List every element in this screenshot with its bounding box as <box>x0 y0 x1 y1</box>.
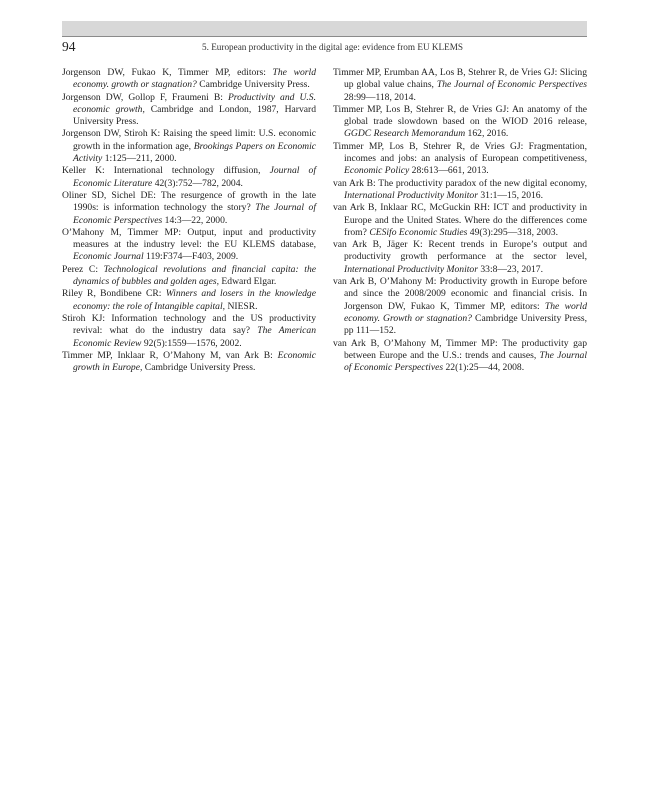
reference-text: Perez C: <box>62 263 104 275</box>
reference-text: van Ark B, Jäger K: Recent trends in Europe’s output and productivity growth performance at the sector level, <box>333 239 587 263</box>
reference-text: 22(1):25—44, 2008. <box>443 362 525 374</box>
reference-source-title: International Productivity Monitor <box>344 263 478 275</box>
reference-text: 28:99—118, 2014. <box>344 91 416 103</box>
reference-source-title: CESifo Economic Studies <box>369 226 468 238</box>
reference-source-title: Economic growth in Europe, <box>73 349 316 374</box>
reference-text: Cambridge University Press. <box>142 362 256 374</box>
reference-text: Cambridge and London, 1987, Harvard University Press. <box>73 103 317 128</box>
reference-text: Jorgenson DW, Gollop F, Fraumeni B: <box>62 91 228 103</box>
reference-entry <box>333 178 587 203</box>
reference-entry <box>62 288 316 313</box>
reference-text: 28:613—661, 2013. <box>409 165 489 177</box>
reference-source-title: GGDC Research Memorandum <box>344 128 466 140</box>
reference-text: van Ark B, O’Mahony M, Timmer MP: The productivity gap between Europe and the U.S.: trends and causes, <box>333 337 587 361</box>
running-head: 5. European productivity in the digital age: evidence from EU KLEMS <box>202 42 464 52</box>
header-rule <box>62 36 587 37</box>
reference-entry <box>62 227 316 264</box>
reference-text: 119:F374—F403, 2009. <box>143 251 239 263</box>
reference-source-title: Brookings Papers on Economic Activity <box>73 140 316 165</box>
reference-text: NIESR. <box>225 300 258 312</box>
reference-entry <box>333 276 587 337</box>
reference-source-title: Winners and losers in the knowledge economy: the role of Intangible capital, <box>73 288 316 312</box>
reference-entry <box>333 239 587 276</box>
reference-text: van Ark B, O’Mahony M: Productivity growth in Europe before and since the 2008/2009 economic and financial crisis. In Jorgenson DW, Fukao K, Timmer MP, editors: <box>333 276 587 312</box>
reference-text: Cambridge University Press, pp 111—152. <box>344 312 587 337</box>
reference-text: O’Mahony M, Timmer MP: Output, input and productivity measures at the industry level: the EU KLEMS database, <box>62 226 316 251</box>
references-column-left <box>62 67 316 374</box>
reference-entry <box>333 104 587 141</box>
reference-text: Timmer MP, Los B, Stehrer R, de Vries GJ: An anatomy of the global trade slowdown based on the WIOD 2016 release, <box>333 103 587 128</box>
reference-entry <box>333 202 587 239</box>
reference-text: Keller K: International technology diffusion, <box>62 165 270 177</box>
reference-text: Timmer MP, Los B, Stehrer R, de Vries GJ: Fragmentation, incomes and jobs: an analysis of European competitiveness, <box>333 140 587 165</box>
reference-text: Oliner SD, Sichel DE: The resurgence of growth in the late 1990s: is information technology the story? <box>62 189 316 214</box>
reference-text: 14:3—22, 2000. <box>162 214 228 226</box>
reference-text: 33:8—23, 2017. <box>477 263 543 275</box>
reference-source-title: Economic Journal <box>73 251 144 263</box>
reference-text: 31:1—15, 2016. <box>477 189 543 201</box>
reference-text: van Ark B, Inklaar RC, McGuckin RH: ICT and productivity in Europe and the United States. Where do the differences come from? <box>333 202 587 238</box>
references-column-right <box>333 67 587 374</box>
reference-source-title: The Journal of Economic Perspectives <box>436 79 587 91</box>
reference-text: Jorgenson DW, Fukao K, Timmer MP, editors: <box>62 67 273 78</box>
reference-source-title: The American Economic Review <box>73 325 316 349</box>
reference-text: van Ark B: The productivity paradox of the new digital economy, <box>333 177 587 189</box>
reference-entry <box>62 264 316 289</box>
page-number: 94 <box>62 39 76 54</box>
reference-text: Timmer MP, Inklaar R, O’Mahony M, van Ark B: <box>62 349 278 361</box>
reference-source-title: Economic Policy <box>344 165 410 177</box>
reference-entry <box>333 67 587 104</box>
reference-text: 92(5):1559—1576, 2002. <box>141 337 242 349</box>
reference-text: Cambridge University Press. <box>196 79 310 91</box>
reference-source-title: Journal of Economic Literature <box>73 165 316 189</box>
reference-source-title: The world economy. growth or stagnation? <box>73 67 316 91</box>
reference-entry <box>62 92 316 129</box>
reference-text: 1:125—211, 2000. <box>102 153 177 165</box>
reference-source-title: The Journal of Economic Perspectives <box>73 202 317 226</box>
reference-entry <box>62 190 316 227</box>
reference-source-title: The world economy. Growth or stagnation? <box>344 300 587 324</box>
reference-text: Riley R, Bondibene CR: <box>62 288 166 300</box>
reference-source-title: Productivity and U.S. economic growth, <box>73 91 316 115</box>
reference-entry <box>62 350 316 375</box>
reference-entry <box>62 313 316 350</box>
reference-text: 162, 2016. <box>465 128 509 140</box>
reference-text: Stiroh KJ: Information technology and the US productivity revival: what do the industry data say? <box>62 312 316 337</box>
reference-text: 49(3):295—318, 2003. <box>467 226 558 238</box>
reference-entry <box>333 141 587 178</box>
reference-text: Timmer MP, Erumban AA, Los B, Stehrer R, de Vries GJ: Slicing up global value chains, <box>333 67 587 91</box>
reference-entry <box>62 165 316 190</box>
reference-source-title: International Productivity Monitor <box>344 189 478 201</box>
reference-text: 42(3):752—782, 2004. <box>152 177 243 189</box>
reference-entry <box>62 128 316 165</box>
header-bar <box>62 21 587 36</box>
reference-source-title: The Journal of Economic Perspectives <box>344 349 587 374</box>
reference-entry <box>333 338 587 375</box>
reference-source-title: Technological revolutions and financial capita: the dynamics of bubbles and golden ages, <box>73 263 317 288</box>
reference-text: Jorgenson DW, Stiroh K: Raising the speed limit: U.S. economic growth in the information age, <box>62 128 316 152</box>
reference-text: Edward Elgar. <box>219 276 277 288</box>
reference-entry <box>62 67 316 92</box>
